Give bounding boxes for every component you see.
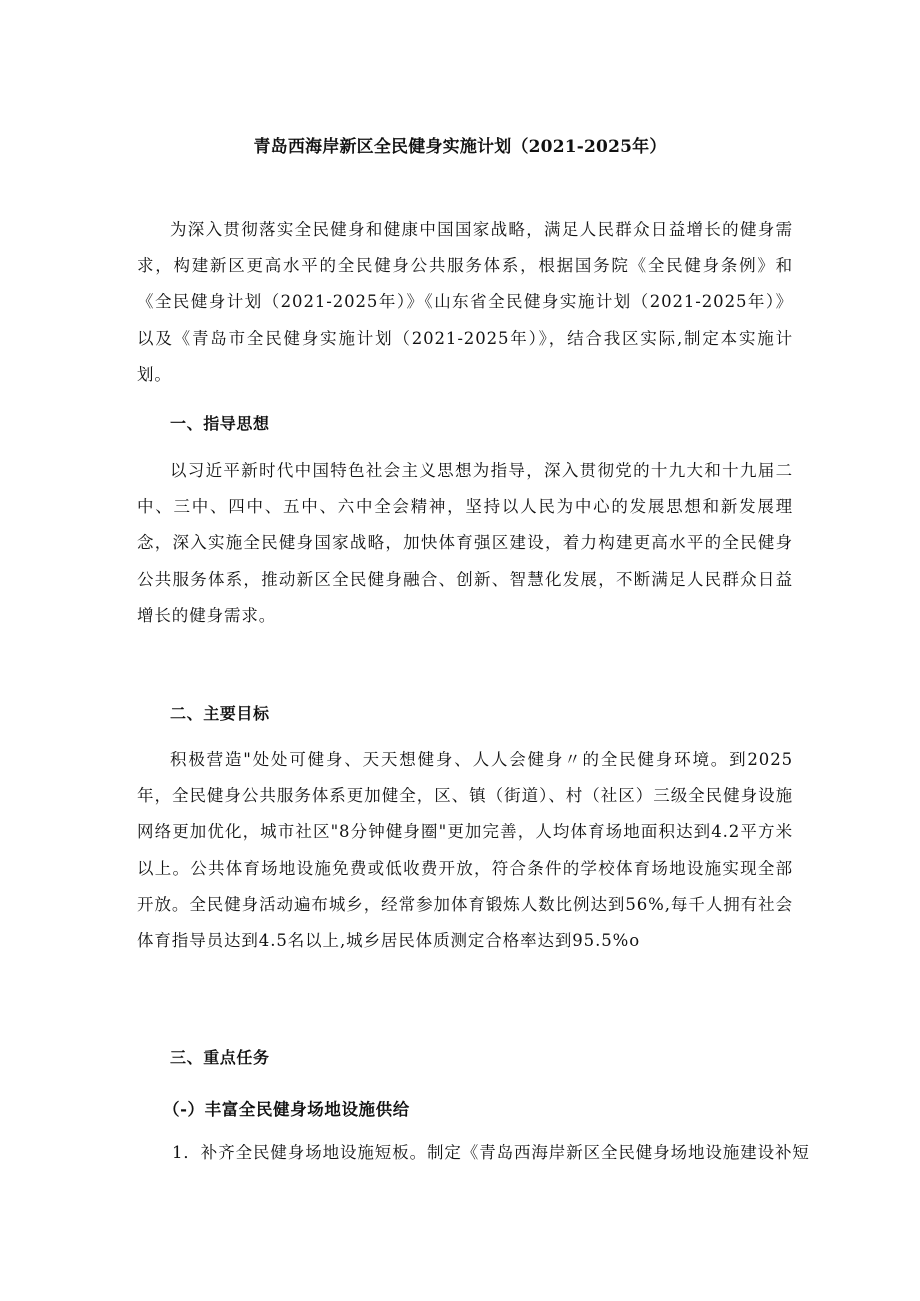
- document-title: 青岛西海岸新区全民健身实施计划（2021-2025年）: [253, 137, 667, 158]
- intro-paragraph: 为深入贯彻落实全民健身和健康中国国家战略，满足人民群众日益增长的健身需求，构建新区更高水平的全民健身公共服务体系，根据国务院《全民健身条例》和《全民健身计划（2021-2025年）》《山东省全民健身实施计划（2021-2025年）》以及《青岛市全民健身实施计划（2021-2025年）》，结合我区实际,制定本实施计划。: [137, 220, 793, 384]
- section-heading-guiding-thought: 一、指导思想: [170, 414, 270, 433]
- section-heading-key-tasks: 三、重点任务: [170, 1048, 270, 1067]
- task-item-1: 1．补齐全民健身场地设施短板。制定《青岛西海岸新区全民健身场地设施建设补短: [172, 1143, 810, 1162]
- section-body-main-goals: 积极营造"处处可健身、天天想健身、人人会健身〃的全民健身环境。到2025年，全民健身公共服务体系更加健全，区、镇（街道）、村（社区）三级全民健身设施网络更加优化，城市社区"8分钟健身圈"更加完善，人均体育场地面积达到4.2平方米以上。公共体育场地设施免费或低收费开放，符合条件的学校体育场地设施实现全部开放。全民健身活动遍布城乡，经常参加体育锻炼人数比例达到56%,每千人拥有社会体育指导员达到4.5名以上,城乡居民体质测定合格率达到95.5%o: [137, 750, 793, 951]
- subsection-heading-facilities: （-）丰富全民健身场地设施供给: [163, 1100, 410, 1119]
- section-heading-main-goals: 二、主要目标: [170, 704, 270, 723]
- section-body-guiding-thought: 以习近平新时代中国特色社会主义思想为指导，深入贯彻党的十九大和十九届二中、三中、四中、五中、六中全会精神，坚持以人民为中心的发展思想和新发展理念，深入实施全民健身国家战略，加快体育强区建设，着力构建更高水平的全民健身公共服务体系，推动新区全民健身融合、创新、智慧化发展，不断满足人民群众日益增长的健身需求。: [137, 461, 793, 625]
